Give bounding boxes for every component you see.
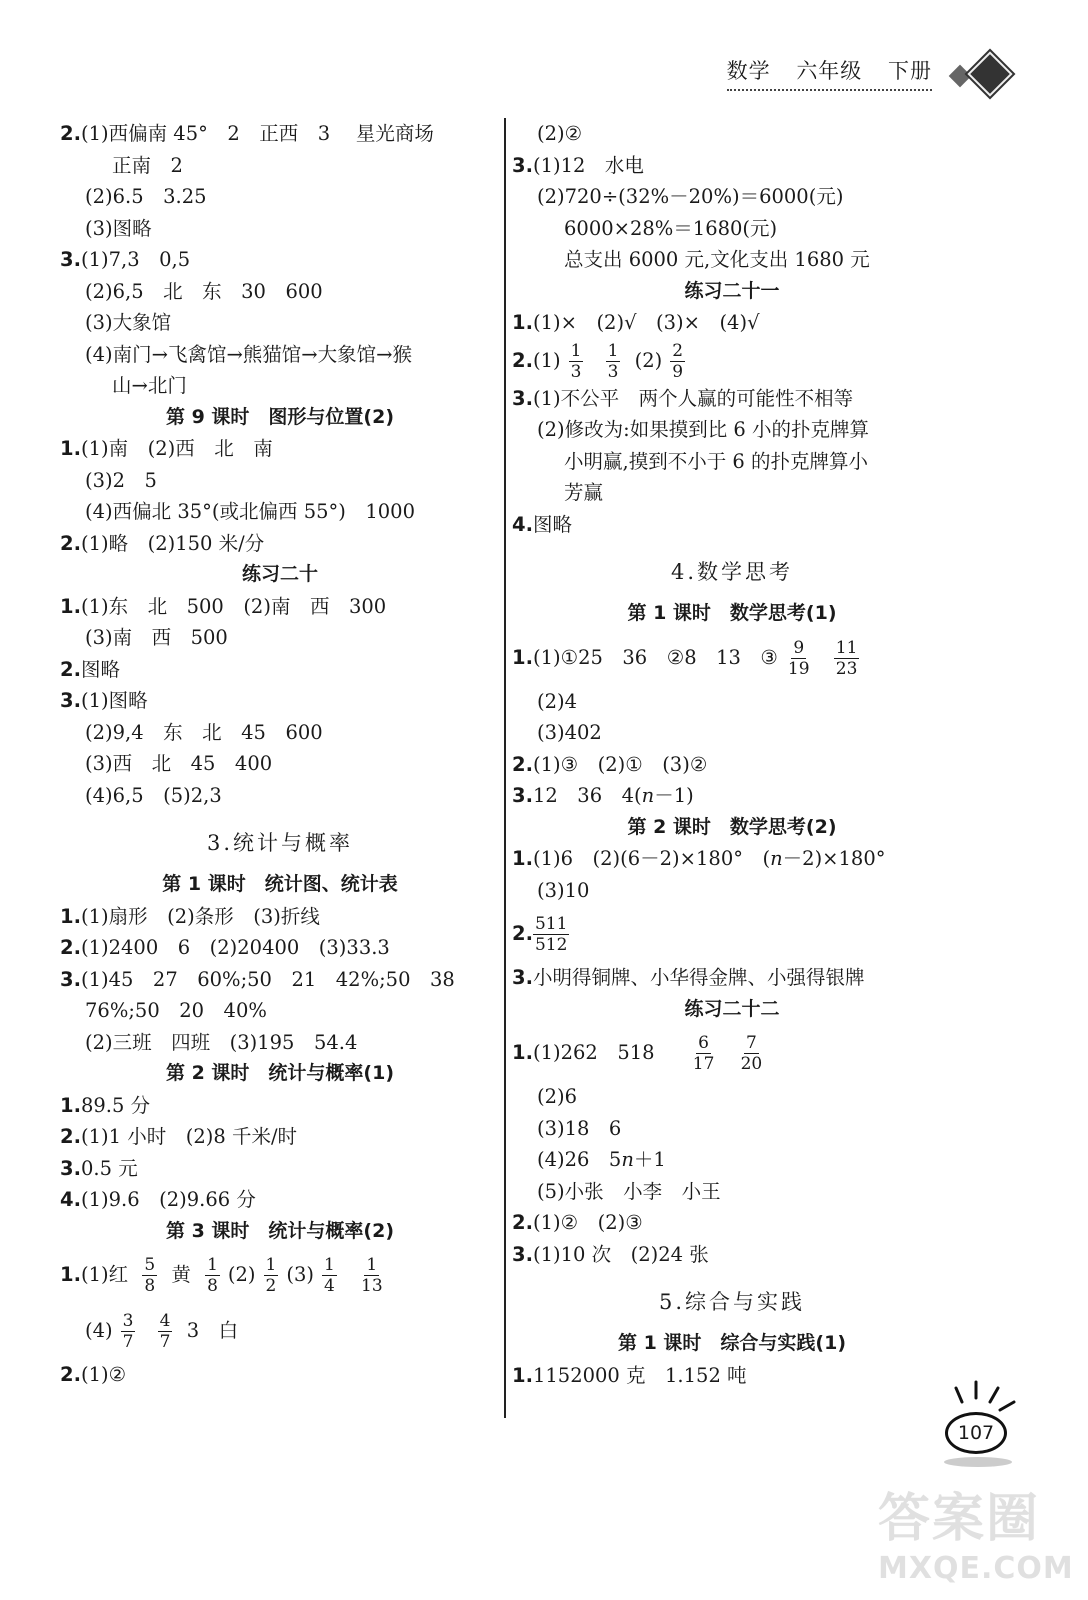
answer-line: (3)南 西 500 [85,626,228,649]
header-title [727,55,932,91]
fraction: $\frac{11}{23}$ [835,637,858,679]
header-volume: 下册 [888,59,932,83]
lesson-title: 第 1 课时 统计图、统计表 [162,873,398,895]
answer-line: 4.图略 [512,512,572,536]
answer-line: (2)三班 四班 (3)195 54.4 [85,1030,358,1054]
right-column [512,118,952,1391]
fraction: $\frac{9}{19}$ [787,637,810,679]
answer-line: 2.(1)② (2)③ [512,1211,643,1234]
fraction: $\frac{6}{17}$ [692,1033,715,1074]
answer-line: 1.(1)①25 36 ②8 13 ③ $\frac{9}{19}$ $\frac{11}{23}$ [512,637,858,679]
answer-line: 1.(1)南 (2)西 北 南 [60,437,273,460]
left-column [60,118,500,1391]
answer-line: (4)西偏北 35°(或北偏西 55°) 1000 [85,500,415,523]
answer-line: 1.(1)262 518 $\frac{6}{17}$ $\frac{7}{20}$ [512,1033,763,1074]
column-divider [504,118,506,1418]
answer-line: 3.(1)7,3 0,5 [60,248,191,271]
answer-line: 1.(1)红 $\frac{5}{8}$ 黄 $\frac{1}{8}$ (2) $\frac{1}{2}$ (3) $\frac{1}{4}$ $\frac{1}{13}$ [60,1255,383,1296]
answer-line: (4) $\frac{3}{7}$ $\frac{4}{7}$ 3 白 [85,1311,239,1352]
answer-line: (3)大象馆 [85,311,172,334]
answer-line: (3)西 北 45 400 [85,752,273,775]
lesson-title: 第 1 课时 综合与实践(1) [617,1332,847,1354]
answer-line: 1.(1)东 北 500 (2)南 西 300 [60,594,387,618]
answer-line: (2)② [537,122,583,145]
section-title: 5.综合与实践 [658,1290,806,1314]
answer-line: 2.(1) $\frac{1}{3}$ $\frac{1}{3}$ (2) $\frac{2}{9}$ [512,340,684,382]
lesson-title: 第 1 课时 数学思考(1) [627,602,837,624]
answer-line: 2.(1)② [60,1363,127,1386]
answer-line: (2)6,5 北 东 30 600 [85,279,323,303]
page-header [727,48,1018,98]
fraction: $\frac{1}{4}$ [323,1255,335,1296]
answer-line: (2)修改为:如果摸到比 6 小的扑克牌算 [537,418,869,441]
answer-line: 2.(1)1 小时 (2)8 千米/时 [60,1125,298,1148]
fraction: $\frac{1}{13}$ [361,1255,383,1296]
lesson-title: 第 2 课时 统计与概率(1) [165,1062,395,1084]
answer-line: 2.(1)2400 6 (2)20400 (3)33.3 [60,936,390,959]
answer-line: 正南 2 [112,153,183,177]
section-title: 4.数学思考 [670,560,794,584]
small-diamond-icon [949,65,972,88]
answer-line: 芳赢 [564,481,604,504]
watermark-logo: 答案圈 [878,1489,1041,1549]
answer-line: 2.(1)西偏南 45° 2 正西 3 星光商场 [60,122,434,145]
fraction: $\frac{1}{3}$ [607,340,619,382]
exercise-title: 练习二十二 [684,997,780,1020]
section-title: 3.统计与概率 [206,831,354,855]
large-diamond-icon [967,51,1012,96]
answer-line: 3.(1)12 水电 [512,153,644,177]
answer-line: 6000×28%＝1680(元) [564,216,778,240]
answer-line: (3)18 6 [537,1116,622,1140]
answer-line: 4.(1)9.6 (2)9.66 分 [60,1188,256,1211]
answer-line: (3)10 [537,878,590,902]
answer-line: (2)4 [537,689,578,713]
answer-line: (3)402 [537,721,602,744]
answer-line: 1.(1)× (2)√ (3)× (4)√ [512,311,760,334]
answer-line: 1.1152000 克 1.152 吨 [512,1363,747,1387]
header-grade: 六年级 [796,59,863,83]
answer-line: 山→北门 [112,374,187,397]
answer-line: 3.(1)图略 [60,689,148,712]
answer-line: (2)6 [537,1085,578,1108]
exercise-title: 练习二十一 [684,279,780,302]
answer-line: (3)2 5 [85,468,157,492]
watermark [878,1476,1074,1586]
answer-line: 1.89.5 分 [60,1093,151,1117]
answer-line: (5)小张 小李 小王 [537,1179,721,1203]
lesson-title: 第 3 课时 统计与概率(2) [165,1219,395,1242]
answer-line: 3.0.5 元 [60,1156,138,1180]
answer-line: (2)6.5 3.25 [85,185,207,208]
fraction: $\frac{3}{7}$ [122,1311,134,1352]
answer-line: 1.(1)扇形 (2)条形 (3)折线 [60,904,320,928]
answer-line: 3.小明得铜牌、小华得金牌、小强得银牌 [512,966,865,989]
fraction: $\frac{7}{20}$ [740,1033,763,1074]
fraction: $\frac{1}{8}$ [207,1255,218,1296]
lesson-title: 第 2 课时 数学思考(2) [627,815,837,838]
answer-line: 总支出 6000 元,文化支出 1680 元 [564,248,870,271]
answer-line: 3.12 36 4(n－1) [512,784,694,807]
diamond-ornament-icon [938,48,1018,98]
answer-line: 3.(1)45 27 60%;50 21 42%;50 38 [60,967,455,991]
fraction: $\frac{2}{9}$ [672,340,684,382]
answer-line: 2.图略 [60,657,120,681]
exercise-title: 练习二十 [241,563,318,585]
answer-line: (4)6,5 (5)2,3 [85,783,222,807]
answer-line: 3.(1)10 次 (2)24 张 [512,1242,709,1266]
answer-line: (3)图略 [85,216,152,240]
answer-line: 3.(1)不公平 两个人赢的可能性不相等 [512,386,854,410]
fraction: $\frac{4}{7}$ [159,1311,171,1352]
answer-line: (4)南门→飞禽馆→熊猫馆→大象馆→猴 [85,342,412,366]
fraction: $\frac{1}{3}$ [570,340,582,382]
page-number: 107 [945,1412,1007,1454]
answer-line: 1.(1)6 (2)(6－2)×180° (n－2)×180° [512,847,886,870]
answer-line: 2. $\frac{511}{512}$ [512,914,568,955]
answer-line: 小明赢,摸到不小于 6 的扑克牌算小 [564,449,869,473]
answer-line: (2)9,4 东 北 45 600 [85,720,323,744]
fraction: $\frac{511}{512}$ [534,914,568,955]
lesson-title: 第 9 课时 图形与位置(2) [165,405,395,428]
fraction: $\frac{5}{8}$ [144,1255,156,1296]
answer-line: (2)720÷(32%－20%)＝6000(元) [537,185,844,208]
watermark-url: MXQE.COM [878,1551,1074,1586]
answer-line: (4)26 5n＋1 [537,1148,666,1171]
fraction: $\frac{1}{2}$ [265,1255,277,1296]
answer-line: 76%;50 20 40% [85,999,267,1022]
answer-line: 2.(1)③ (2)① (3)② [512,752,708,776]
header-subject: 数学 [726,59,771,83]
answer-line: 2.(1)略 (2)150 米/分 [60,531,265,555]
